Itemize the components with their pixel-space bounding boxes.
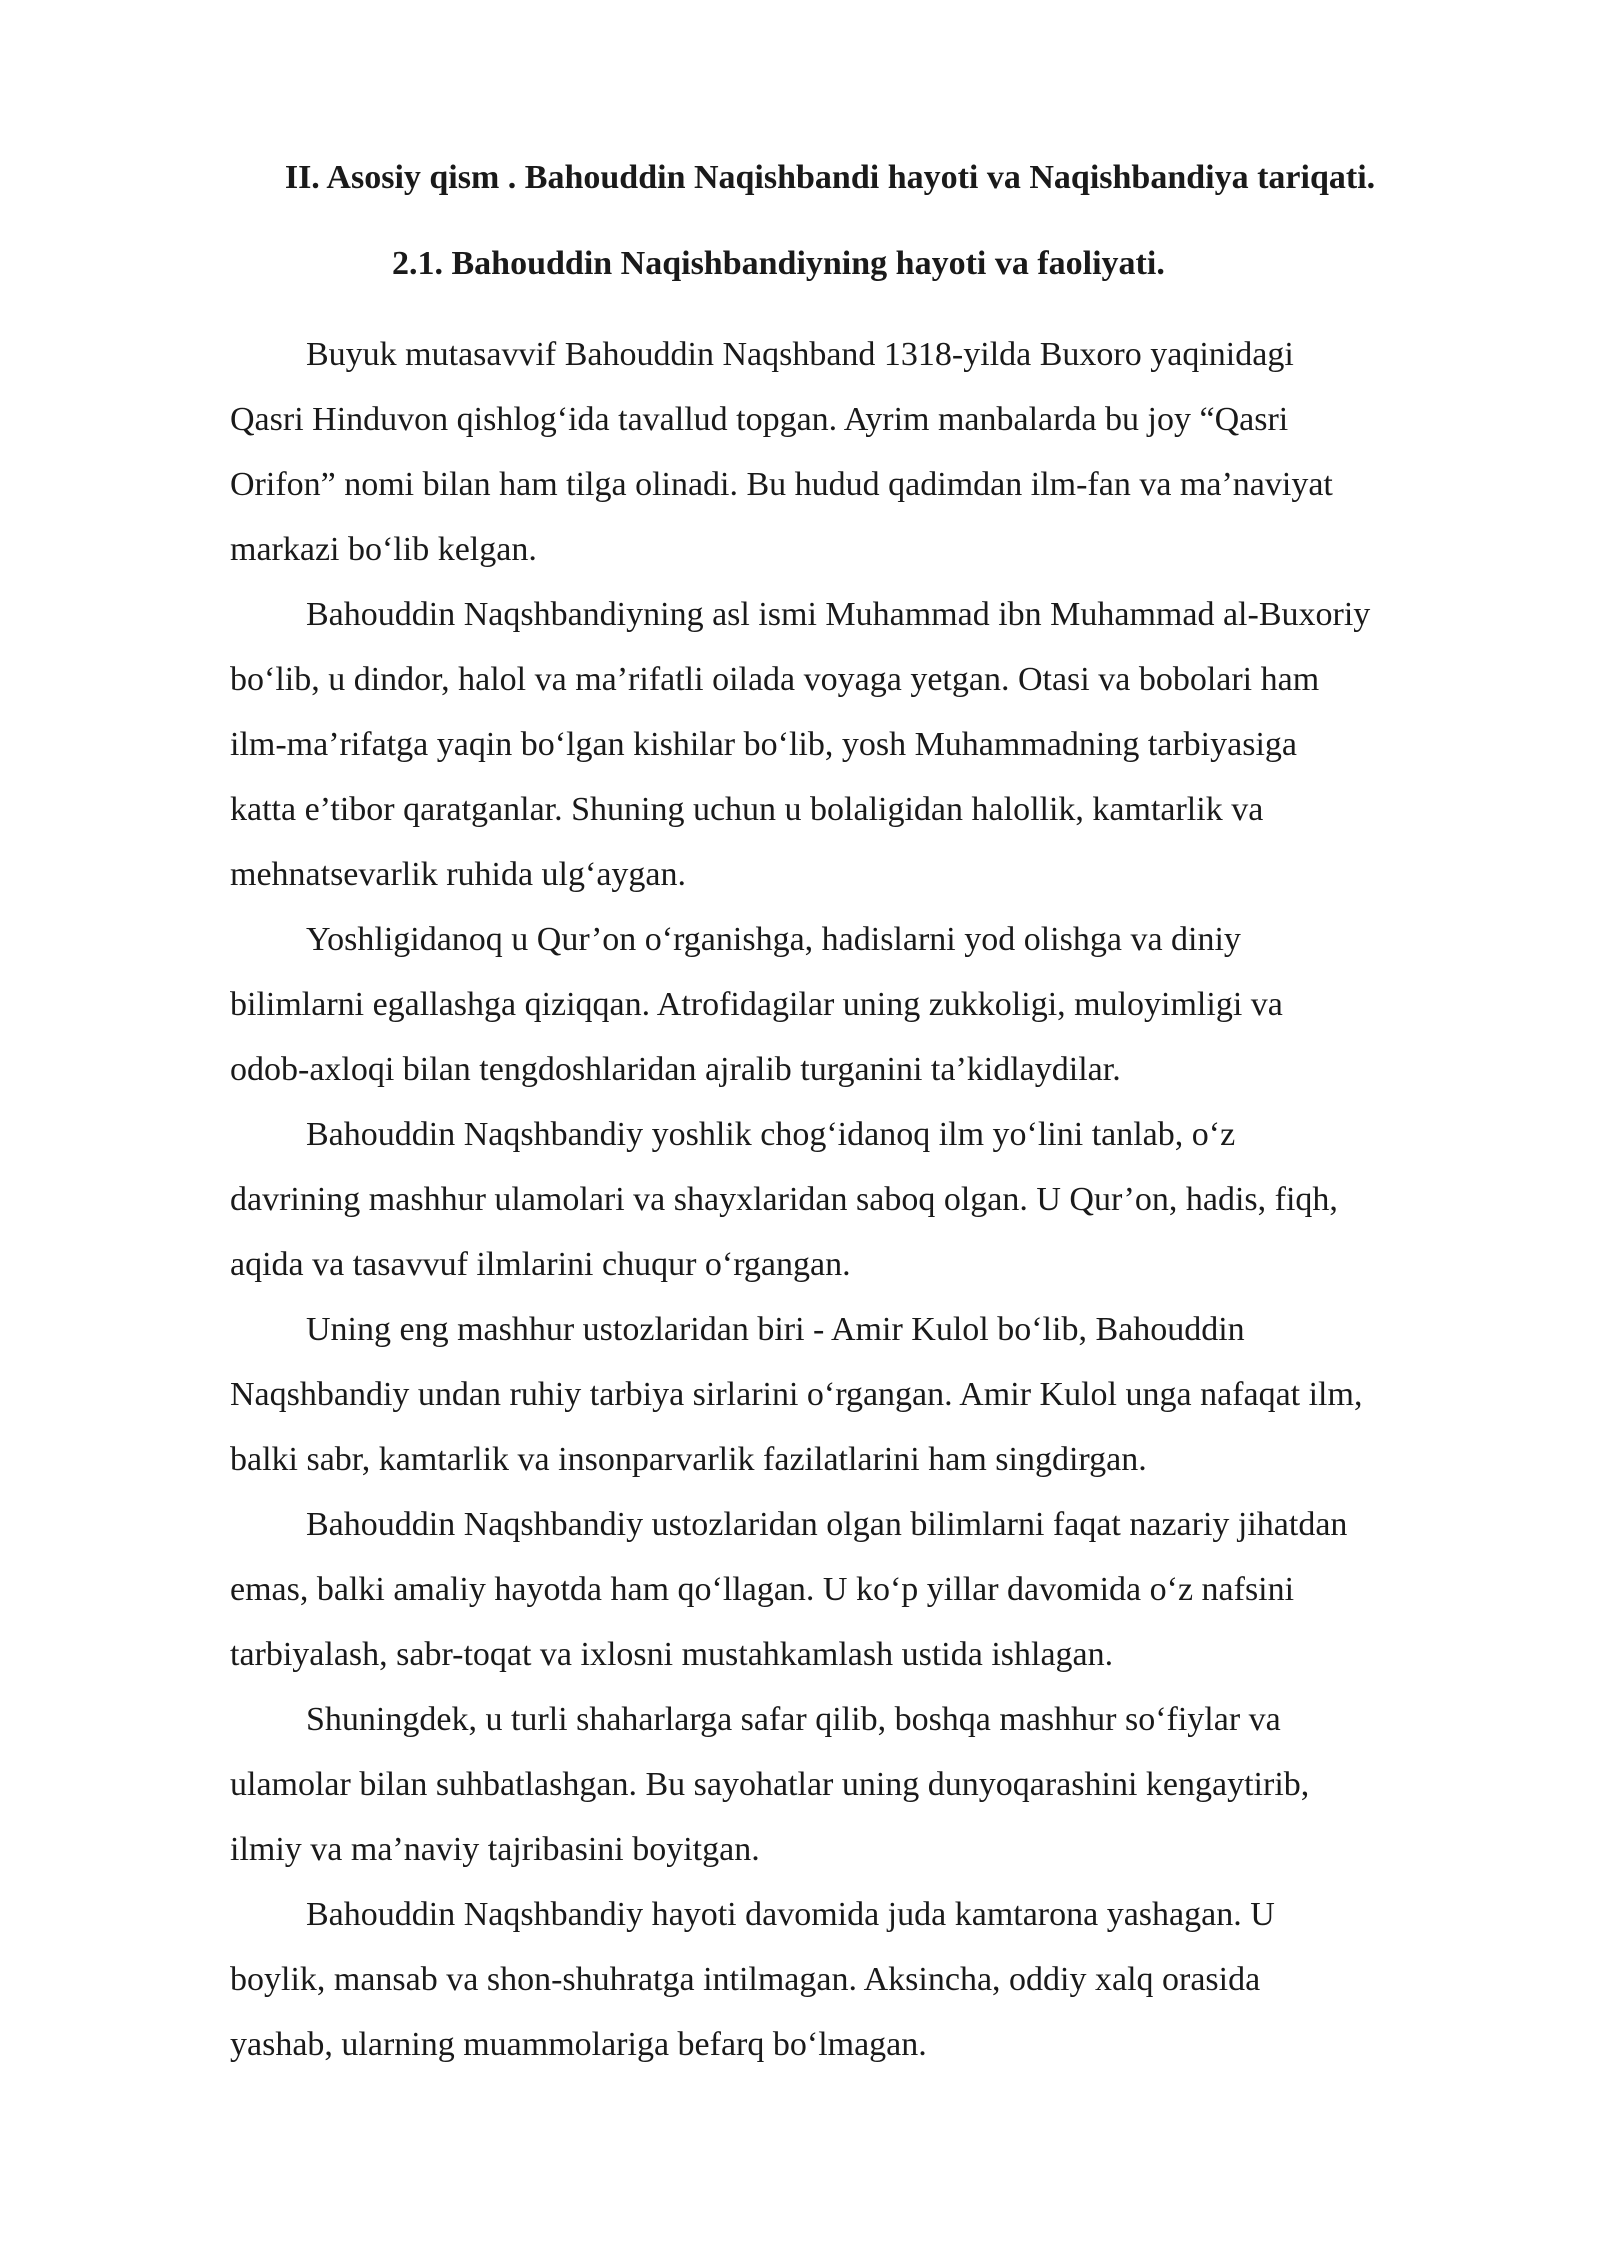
text-line: emas, balki amaliy hayotda ham qo‘llagan. U ko‘p yillar davomida o‘z nafsini <box>230 1571 1295 1608</box>
text-line: markazi bo‘lib kelgan. <box>230 531 537 568</box>
text-line: Bahouddin Naqshbandiyning asl ismi Muhammad ibn Muhammad al-Buxoriy <box>306 596 1371 633</box>
text-line: balki sabr, kamtarlik va insonparvarlik fazilatlarini ham singdirgan. <box>230 1441 1147 1478</box>
text-line: Uning eng mashhur ustozlaridan biri - Amir Kulol bo‘lib, Bahouddin <box>306 1311 1245 1348</box>
text-line: mehnatsevarlik ruhida ulg‘aygan. <box>230 856 687 893</box>
text-line: Shuningdek, u turli shaharlarga safar qilib, boshqa mashhur so‘fiylar va <box>306 1701 1281 1738</box>
paragraph <box>230 322 1490 582</box>
section-heading: II. Asosiy qism . Bahouddin Naqishbandi hayoti va Naqishbandiya tariqati. <box>284 159 1376 196</box>
text-line: tarbiyalash, sabr-toqat va ixlosni mustahkamlash ustida ishlagan. <box>230 1636 1114 1673</box>
text-line: bilimlarni egallashga qiziqqan. Atrofidagilar uning zukkoligi, muloyimligi va <box>230 986 1283 1023</box>
text-line: katta e’tibor qaratganlar. Shuning uchun u bolaligidan halollik, kamtarlik va <box>230 791 1264 828</box>
text-line: bo‘lib, u dindor, halol va ma’rifatli oilada voyaga yetgan. Otasi va bobolari ham <box>230 661 1320 698</box>
text-line: davrining mashhur ulamolari va shayxlaridan saboq olgan. U Qur’on, hadis, fiqh, <box>230 1181 1338 1218</box>
text-line: Yoshligidanoq u Qur’on o‘rganishga, hadislarni yod olishga va diniy <box>306 921 1241 958</box>
paragraph <box>230 907 1490 1102</box>
text-line: odob-axloqi bilan tengdoshlaridan ajralib turganini ta’kidlaydilar. <box>230 1051 1121 1088</box>
body-text <box>230 322 1490 2077</box>
text-line: Orifon” nomi bilan ham tilga olinadi. Bu hudud qadimdan ilm-fan va ma’naviyat <box>230 466 1333 503</box>
paragraph <box>230 1882 1490 2077</box>
text-line: Bahouddin Naqshbandiy ustozlaridan olgan bilimlarni faqat nazariy jihatdan <box>306 1506 1348 1543</box>
text-line: Bahouddin Naqshbandiy hayoti davomida juda kamtarona yashagan. U <box>306 1896 1275 1933</box>
text-line: Naqshbandiy undan ruhiy tarbiya sirlarini o‘rgangan. Amir Kulol unga nafaqat ilm, <box>230 1376 1363 1413</box>
text-line: Qasri Hinduvon qishlog‘ida tavallud topgan. Ayrim manbalarda bu joy “Qasri <box>230 401 1289 438</box>
text-line: aqida va tasavvuf ilmlarini chuqur o‘rgangan. <box>230 1246 851 1283</box>
text-line: Buyuk mutasavvif Bahouddin Naqshband 1318-yilda Buxoro yaqinidagi <box>306 336 1294 373</box>
paragraph <box>230 1687 1490 1882</box>
text-line: ulamolar bilan suhbatlashgan. Bu sayohatlar uning dunyoqarashini kengaytirib, <box>230 1766 1310 1803</box>
text-line: Bahouddin Naqshbandiy yoshlik chog‘idanoq ilm yo‘lini tanlab, o‘z <box>306 1116 1236 1153</box>
paragraph <box>230 1102 1490 1297</box>
paragraph <box>230 582 1490 907</box>
text-line: boylik, mansab va shon-shuhratga intilmagan. Aksincha, oddiy xalq orasida <box>230 1961 1261 1998</box>
subsection-heading: 2.1. Bahouddin Naqishbandiyning hayoti va faoliyati. <box>392 245 1165 282</box>
text-line: ilmiy va ma’naviy tajribasini boyitgan. <box>230 1831 760 1868</box>
text-line: ilm-ma’rifatga yaqin bo‘lgan kishilar bo‘lib, yosh Muhammadning tarbiyasiga <box>230 726 1297 763</box>
paragraph <box>230 1492 1490 1687</box>
paragraph <box>230 1297 1490 1492</box>
text-line: yashab, ularning muammolariga befarq bo‘lmagan. <box>230 2026 927 2063</box>
